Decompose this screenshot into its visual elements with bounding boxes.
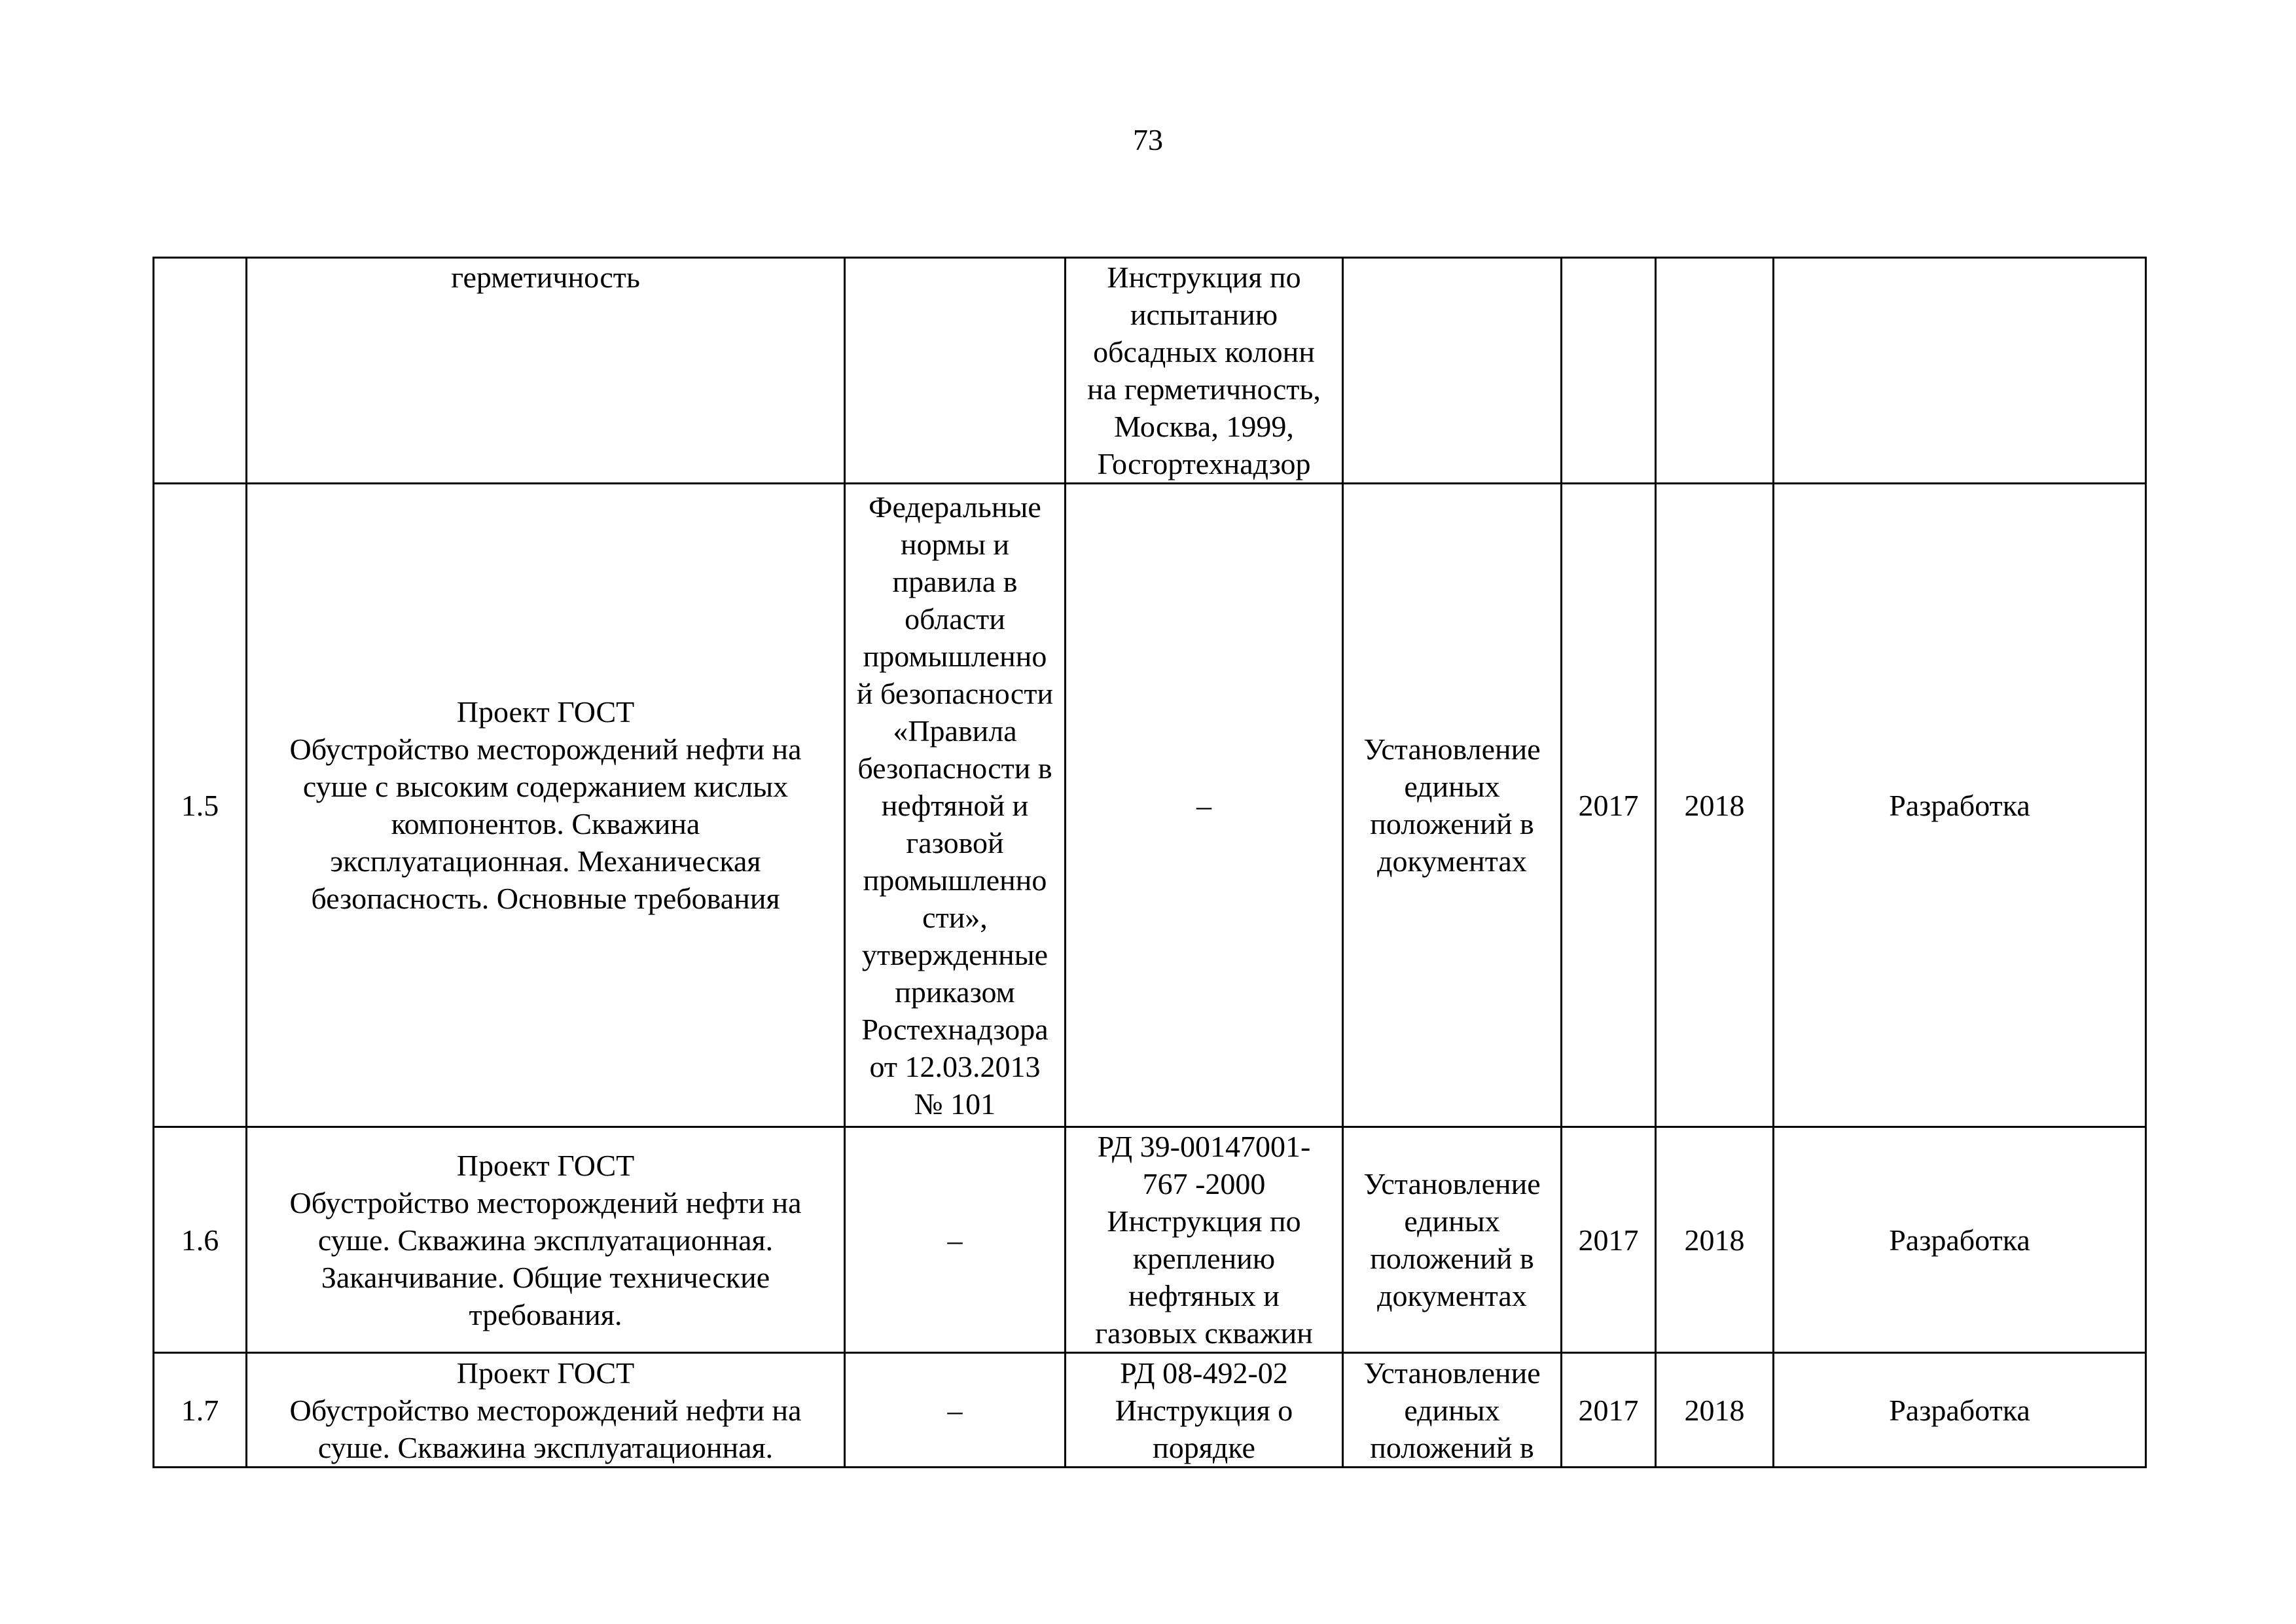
text-line: нефтяных и <box>1128 1279 1280 1312</box>
table-row <box>154 1127 2146 1353</box>
text-line: безопасности в <box>857 751 1052 785</box>
text-line: Инструкция по <box>1107 261 1301 294</box>
row-number-cell: 1.7 <box>154 1353 247 1468</box>
text-line: «Правила <box>893 713 1017 748</box>
row-number-cell: 1.6 <box>154 1127 247 1353</box>
table-row <box>154 1353 2146 1468</box>
text-line: – <box>1196 788 1211 822</box>
text-line: промышленно <box>863 639 1047 673</box>
text-line: порядке <box>1153 1430 1255 1464</box>
text-line: приказом <box>895 975 1015 1009</box>
text-line: Инструкция о <box>1115 1393 1293 1427</box>
text-line: правила в <box>892 564 1018 598</box>
text-line: Проект ГОСТ <box>456 695 635 729</box>
federal-norms-cell <box>845 484 1066 1127</box>
row-number-cell <box>154 258 247 484</box>
text-line: Проект ГОСТ <box>456 1148 635 1182</box>
text-line: промышленно <box>863 863 1047 897</box>
text-line: № 101 <box>914 1087 996 1121</box>
text-line: единых <box>1404 770 1500 803</box>
text-line: – <box>947 1223 963 1257</box>
text-line: Обустройство месторождений нефти на <box>289 1393 802 1427</box>
page-number: 73 <box>1133 123 1163 156</box>
text-line: Установление <box>1363 732 1541 766</box>
text-line: Москва, 1999, <box>1114 410 1294 443</box>
text-line: области <box>905 602 1005 636</box>
text-line: нефтяной и <box>881 788 1029 822</box>
text-line: безопасность. Основные требования <box>311 882 780 915</box>
normative-doc-cell <box>1066 1353 1343 1468</box>
text-line: Федеральные <box>869 490 1041 524</box>
federal-norms-cell <box>845 258 1066 484</box>
text-line: герметичность <box>451 261 640 294</box>
normative-doc-cell <box>1066 484 1343 1127</box>
text-line: испытанию <box>1130 298 1278 331</box>
text-line: Обустройство месторождений нефти на <box>289 1185 802 1219</box>
text-line: документах <box>1377 1279 1527 1312</box>
stage-cell <box>1774 258 2146 484</box>
text-line: й безопасности <box>856 676 1054 710</box>
text-line: нормы и <box>900 527 1010 561</box>
text-line: утвержденные <box>861 937 1049 971</box>
end-year-cell <box>1656 258 1774 484</box>
text-line: Инструкция по <box>1107 1204 1301 1238</box>
text-line: положений в <box>1370 1430 1534 1464</box>
stage-cell: Разработка <box>1774 1127 2146 1353</box>
text-line: суше. Скважина эксплуатационная. <box>317 1223 774 1257</box>
start-year-cell: 2017 <box>1562 1127 1656 1353</box>
text-line: суше. Скважина эксплуатационная. <box>317 1430 774 1464</box>
document-name-cell <box>247 258 845 484</box>
text-line: положений в <box>1370 1242 1534 1275</box>
standards-table <box>152 257 2147 1468</box>
goal-cell <box>1343 484 1562 1127</box>
text-line: Заканчивание. Общие технические <box>321 1260 770 1294</box>
text-line: Проект ГОСТ <box>456 1356 635 1390</box>
text-line: суше с высоким содержанием кислых <box>302 770 789 803</box>
text-line: Обустройство месторождений нефти на <box>289 732 802 766</box>
text-line: Установление <box>1363 1167 1541 1200</box>
text-line: компонентов. Скважина <box>391 807 700 840</box>
text-line: единых <box>1404 1204 1500 1238</box>
text-line: РД 39-00147001- <box>1097 1130 1311 1163</box>
end-year-cell: 2018 <box>1656 484 1774 1127</box>
text-line: Ростехнадзора <box>861 1012 1049 1046</box>
text-line: 767 -2000 <box>1142 1167 1266 1200</box>
document-name-cell <box>247 1127 845 1353</box>
table-row <box>154 484 2146 1127</box>
text-line: на герметичность, <box>1087 372 1321 406</box>
start-year-cell: 2017 <box>1562 484 1656 1127</box>
federal-norms-cell <box>845 1127 1066 1353</box>
text-line: РД 08-492-02 <box>1120 1356 1288 1390</box>
end-year-cell: 2018 <box>1656 1127 1774 1353</box>
goal-cell <box>1343 1353 1562 1468</box>
text-line: Установление <box>1363 1356 1541 1390</box>
text-line: положений в <box>1370 807 1534 840</box>
goal-cell <box>1343 1127 1562 1353</box>
text-line: газовой <box>906 825 1004 859</box>
document-name-cell <box>247 1353 845 1468</box>
normative-doc-cell <box>1066 1127 1343 1353</box>
normative-doc-cell <box>1066 258 1343 484</box>
text-line: требования. <box>469 1297 622 1331</box>
text-line: документах <box>1377 844 1527 878</box>
text-line: креплению <box>1132 1242 1276 1275</box>
text-line: сти», <box>922 900 988 934</box>
table-row <box>154 258 2146 484</box>
end-year-cell: 2018 <box>1656 1353 1774 1468</box>
start-year-cell <box>1562 258 1656 484</box>
text-line: – <box>947 1393 963 1427</box>
text-line: от 12.03.2013 <box>869 1049 1041 1083</box>
federal-norms-cell <box>845 1353 1066 1468</box>
goal-cell <box>1343 258 1562 484</box>
text-line: газовых скважин <box>1095 1316 1313 1350</box>
row-number-cell: 1.5 <box>154 484 247 1127</box>
text-line: обсадных колонн <box>1093 335 1315 369</box>
start-year-cell: 2017 <box>1562 1353 1656 1468</box>
document-name-cell <box>247 484 845 1127</box>
stage-cell: Разработка <box>1774 1353 2146 1468</box>
text-line: эксплуатационная. Механическая <box>330 844 761 878</box>
text-line: Госгортехнадзор <box>1097 447 1311 480</box>
text-line: единых <box>1404 1393 1500 1427</box>
stage-cell: Разработка <box>1774 484 2146 1127</box>
